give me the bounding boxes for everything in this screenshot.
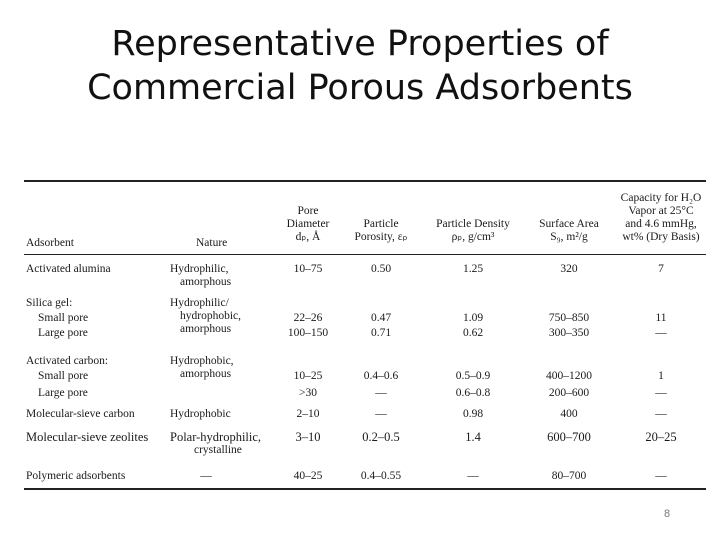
header-pore-diameter-line: dₚ, Å [295,231,321,243]
header-capacity-line: Vapor at 25°C [628,205,694,217]
title-line-1: Representative Properties of [111,24,609,64]
header-bottom-rule [24,254,706,255]
row-nature-line: amorphous [180,276,232,288]
row-nature-line: amorphous [180,323,232,335]
capacity-value: — [655,408,667,420]
page-number: 8 [664,508,671,520]
header-capacity-line: Capacity for H₂O [620,192,702,204]
row-subname: Small pore [38,312,89,324]
row-nature [170,355,234,381]
capacity-value: 11 [655,312,667,324]
row-nature-line: amorphous [180,368,232,380]
capacity-value: — [655,387,667,399]
pore-diameter-value: 10–75 [293,263,323,275]
density-value: 0.62 [462,327,484,339]
pore-diameter-value: 100–150 [287,327,329,339]
porosity-value: — [375,408,387,420]
surface-area-value: 80–700 [551,470,587,482]
row-name: Polymeric adsorbents [26,470,126,482]
pore-diameter-value: 10–25 [293,370,323,382]
surface-area-value: 200–600 [548,387,590,399]
header-particle-density-line: ρₚ, g/cm³ [451,231,495,243]
density-value: 1.4 [465,430,481,444]
row-subname: Large pore [38,327,88,339]
slide-title [40,22,680,110]
surface-area-value: 600–700 [547,430,591,444]
density-value: 0.98 [462,408,484,420]
row-name: Activated alumina [26,263,111,275]
porosity-value: 0.71 [370,327,392,339]
row-nature-line: Polar-hydrophilic, [170,430,262,444]
row-nature-line: Hydrophilic/ [170,297,229,309]
capacity-value: — [655,470,667,482]
table-bottom-rule [24,488,706,490]
porosity-value: 0.4–0.6 [363,370,399,382]
header-particle-density [424,218,522,244]
capacity-value: — [655,327,667,339]
adsorbent-properties-table [22,175,708,495]
porosity-value: — [375,387,387,399]
header-capacity-line: wt% (Dry Basis) [622,231,700,243]
row-name: Silica gel: [26,297,73,309]
header-nature: Nature [196,237,228,249]
row-name: Molecular-sieve zeolites [26,430,149,444]
header-particle-porosity-line: Porosity, εₚ [354,231,408,243]
pore-diameter-value: 2–10 [296,408,320,420]
density-value: 1.09 [462,312,484,324]
row-nature-line: crystalline [194,444,242,456]
surface-area-value: 400–1200 [546,370,592,382]
surface-area-value: 750–850 [548,312,590,324]
row-nature [170,297,241,336]
row-nature [170,431,261,457]
row-subname: Large pore [38,387,88,399]
pore-diameter-value: 40–25 [293,470,323,482]
row-nature [170,263,231,289]
row-nature-line: hydrophobic, [180,310,242,322]
header-surface-area [526,218,612,244]
header-surface-area-line: Surface Area [539,218,599,230]
header-particle-porosity [344,218,418,244]
row-nature: Hydrophobic [170,408,231,420]
porosity-value: 0.4–0.55 [360,470,402,482]
header-capacity [614,192,708,244]
title-line-2: Commercial Porous Adsorbents [87,68,633,108]
header-pore-diameter-line: Diameter [286,218,330,230]
density-value: 0.6–0.8 [455,387,491,399]
capacity-value: 20–25 [645,430,677,444]
row-name: Activated carbon: [26,355,109,367]
header-particle-density-line: Particle Density [436,218,510,230]
surface-area-value: 300–350 [548,327,590,339]
density-value: 0.5–0.9 [455,370,491,382]
header-pore-diameter-line: Pore [297,205,319,217]
row-nature-line: Hydrophilic, [170,263,229,275]
header-pore-diameter [278,205,338,244]
pore-diameter-value: >30 [299,387,317,399]
table-top-rule [24,180,706,182]
header-surface-area-line: S₉, m²/g [550,231,588,243]
row-nature: — [200,470,212,482]
porosity-value: 0.2–0.5 [362,430,400,444]
header-particle-porosity-line: Particle [363,218,399,230]
density-value: 1.25 [462,263,484,275]
row-name: Molecular-sieve carbon [26,408,135,420]
capacity-value: 1 [658,370,664,382]
pore-diameter-value: 22–26 [293,312,323,324]
row-nature-line: Hydrophobic, [170,355,234,367]
row-subname: Small pore [38,370,89,382]
capacity-value: 7 [658,263,664,275]
porosity-value: 0.50 [370,263,392,275]
density-value: — [467,470,479,482]
surface-area-value: 320 [560,263,578,275]
header-capacity-line: and 4.6 mmHg, [625,218,697,230]
porosity-value: 0.47 [370,312,392,324]
pore-diameter-value: 3–10 [295,430,321,444]
surface-area-value: 400 [560,408,578,420]
header-adsorbent: Adsorbent [26,237,74,249]
